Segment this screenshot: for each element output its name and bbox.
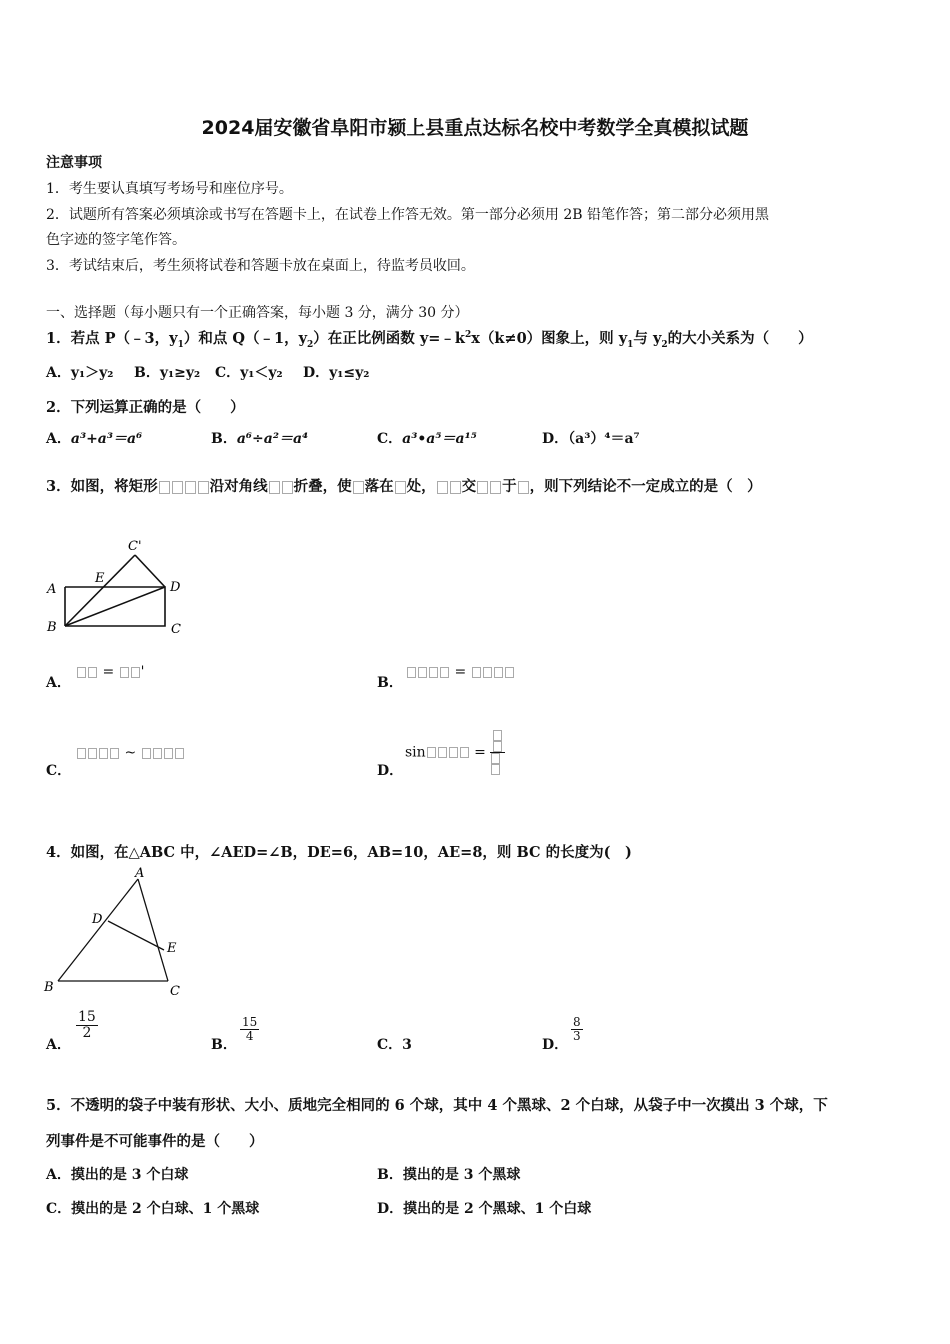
label-a: A xyxy=(135,866,145,881)
page-title: 2024届安徽省阜阳市颍上县重点达标名校中考数学全真模拟试题 xyxy=(201,117,749,139)
triangle-figure xyxy=(40,865,190,1000)
label-c-prime: C' xyxy=(128,539,142,554)
section-heading: 一、选择题（每小题只有一个正确答案，每小题 3 分，满分 30 分） xyxy=(46,305,469,321)
q4-option-a-value: $\frac{15}{2}$ xyxy=(78,1009,96,1042)
label-a: A xyxy=(47,582,57,597)
notice-item-1: 1．考生要认真填写考场号和座位序号。 xyxy=(46,181,293,197)
q3-option-c-label: C． xyxy=(46,763,72,779)
q4-option-c: C．3 xyxy=(377,1037,412,1053)
q3-option-c-expr: ~ xyxy=(76,745,185,761)
rectangle-fold-figure xyxy=(40,535,200,640)
q5-option-a: A．摸出的是 3 个白球 xyxy=(46,1167,189,1183)
q4-option-d-value: $\frac{8}{3}$ xyxy=(573,1015,581,1044)
q3-option-d-label: D． xyxy=(377,763,404,779)
q2-option-c: C．a³•a⁵＝a¹⁵ xyxy=(377,431,477,447)
label-b: B xyxy=(47,620,57,635)
q3-option-b-expr: = xyxy=(406,664,515,680)
q5-option-c: C．摸出的是 2 个白球、1 个黑球 xyxy=(46,1201,260,1217)
q5-option-d: D．摸出的是 2 个黑球、1 个白球 xyxy=(377,1201,592,1217)
q2-option-d: D．（a³）⁴＝a⁷ xyxy=(542,431,640,447)
q1-option-a: A．y₁＞y₂ xyxy=(46,365,114,381)
question-5-line-2: 列事件是不可能事件的是（ ） xyxy=(46,1133,264,1150)
q3-option-d-expr: sin = xyxy=(405,730,505,775)
notice-item-2-cont: 色字迹的签字笔作答。 xyxy=(46,232,186,248)
notice-item-3: 3．考试结束后，考生须将试卷和答题卡放在桌面上，待监考员收回。 xyxy=(46,258,475,274)
label-c: C xyxy=(171,622,181,637)
q1-option-d: D．y₁≤y₂ xyxy=(303,365,370,381)
q3-option-b-label: B． xyxy=(377,675,403,691)
label-e: E xyxy=(167,941,177,956)
question-1-stem: 1．若点 P（﹣3，$y_1$）和点 Q（﹣1，$y_2$）在正比例函数 $y=﹣k^2x(k\ne 0)$图象上，则 $y_1$与 $y_2$的大小关系为（ ） xyxy=(46,330,813,350)
question-2-stem: 2．下列运算正确的是（ ） xyxy=(46,399,245,416)
question-3-stem: 3．如图，将矩形 沿对角线 折叠，使 落在 处， 交 于 ，则下列结论不一定成立的是（ ） xyxy=(46,478,762,495)
q1-option-b: B．y₁≥y₂ xyxy=(134,365,201,381)
q4-option-d-label: D． xyxy=(542,1037,569,1053)
label-b: B xyxy=(44,980,54,995)
question-4-stem: 4．如图，在△ABC 中，∠AED=∠B，DE=6，AB=10，AE=8，则 BC 的长度为( ) xyxy=(46,844,632,861)
label-e: E xyxy=(95,571,105,586)
q4-option-b-label: B． xyxy=(211,1037,237,1053)
label-c: C xyxy=(170,984,180,999)
q1-option-c: C．y₁＜y₂ xyxy=(215,365,283,381)
notice-heading: 注意事项 xyxy=(46,155,102,171)
q4-option-a-label: A． xyxy=(46,1037,71,1053)
q2-option-b: B．a⁶÷a²＝a⁴ xyxy=(211,431,309,447)
question-5-line-1: 5．不透明的袋子中装有形状、大小、质地完全相同的 6 个球，其中 4 个黑球、2 个白球，从袋子中一次摸出 3 个球，下 xyxy=(46,1097,828,1114)
label-d: D xyxy=(92,912,103,927)
label-d: D xyxy=(170,580,181,595)
q5-option-b: B．摸出的是 3 个黑球 xyxy=(377,1167,521,1183)
q2-option-a: A．a³+a³＝a⁶ xyxy=(46,431,143,447)
q3-option-a-label: A． xyxy=(46,675,71,691)
notice-item-2: 2．试题所有答案必须填涂或书写在答题卡上，在试卷上作答无效。第一部分必须用 2B 铅笔作答；第二部分必须用黑 xyxy=(46,207,769,223)
q4-option-b-value: $\frac{15}{4}$ xyxy=(242,1015,258,1044)
q3-option-a-expr: = ' xyxy=(76,664,145,680)
